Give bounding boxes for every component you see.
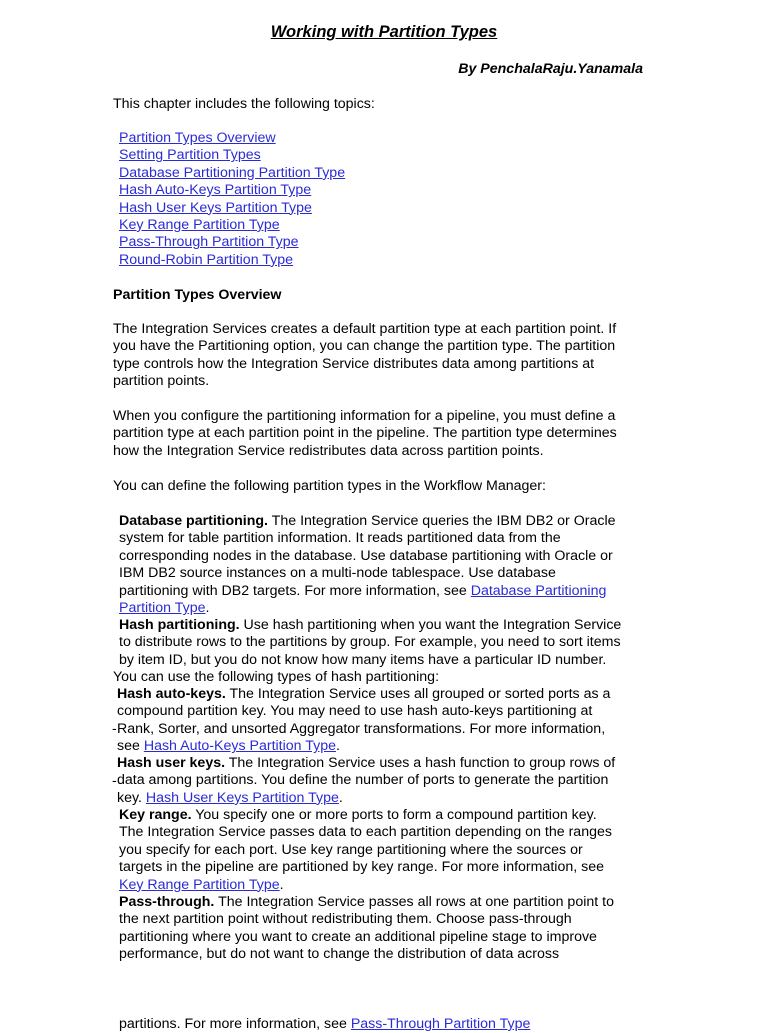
toc-link-hash-user-keys[interactable]: Hash User Keys Partition Type bbox=[119, 199, 312, 216]
toc-link-round-robin[interactable]: Round-Robin Partition Type bbox=[119, 251, 294, 268]
link-key-range[interactable]: Key Range Partition Type bbox=[119, 876, 280, 893]
link-hash-user-keys[interactable]: Hash User Keys Partition Type bbox=[145, 789, 339, 806]
toc-link-pass-through[interactable]: Pass-Through Partition Type bbox=[119, 234, 299, 251]
list-dash: - bbox=[112, 721, 117, 737]
hash-types-intro: You can use the following types of hash partitioning: bbox=[113, 669, 440, 685]
toc-link-key-range[interactable]: Key Range Partition Type bbox=[119, 216, 280, 233]
section-heading: Partition Types Overview bbox=[113, 287, 282, 303]
intro-text: This chapter includes the following topics: bbox=[113, 96, 375, 112]
toc-link-database-partitioning[interactable]: Database Partitioning Partition Type bbox=[119, 164, 346, 181]
paragraph-configure-partitioning: When you configure the partitioning information for a pipeline, you must define a partition type at each partition point in the pipeline. The partition type determines how the Integration Service redistributes data across partition points. bbox=[113, 408, 617, 459]
toc-link-hash-auto-keys[interactable]: Hash Auto-Keys Partition Type bbox=[119, 182, 312, 199]
toc-link-partition-types-overview[interactable]: Partition Types Overview bbox=[119, 130, 276, 146]
author-line: By PenchalaRaju.Yanamala bbox=[458, 61, 643, 77]
item-pass-through: Pass-through. The Integration Service passes all rows at one partition point to the next partition point without redistributing them. Choose pass-through partitioning where you want to create an additional pipeline stage to improve performance, but do not want to change the distribution of data across bbox=[119, 894, 614, 963]
item-hash-partitioning: Hash partitioning. Use hash partitioning when you want the Integration Service to distribute rows to the partitions by group. For example, you need to sort items by item ID, but you do not know how many items have a particular ID number. bbox=[119, 617, 622, 668]
paragraph-default-partition: The Integration Services creates a default partition type at each partition point. If you have the Partitioning option, you can change the partition type. The partition type controls how the Integration Service distributes data among partitions at partition points. bbox=[113, 321, 617, 390]
item-hash-auto-keys: Hash auto-keys. The Integration Service uses all grouped or sorted ports as a compound partition key. You may need to use hash auto-keys partitioning at Rank, Sorter, and unsorted Aggregator transformations. For more information, see Hash Auto-Keys Partition Type. bbox=[117, 686, 611, 755]
link-database-partitioning[interactable]: Database Partitioning bbox=[470, 582, 607, 599]
item-hash-user-keys: Hash user keys. The Integration Service uses a hash function to group rows of data among partitions. You define the number of ports to generate the partition key. Hash User Keys Partition Type. bbox=[117, 755, 616, 806]
link-pass-through[interactable]: Pass-Through Partition Type bbox=[350, 1016, 531, 1032]
item-key-range: Key range. You specify one or more ports to form a compound partition key. The Integration Service passes data to each partition depending on the ranges you specify for each port. Use key range partitioning where the sources or targets in the pipeline are partitioned by key range. For more information, see Key Range Partition Type. bbox=[119, 807, 612, 893]
toc-link-setting-partition-types[interactable]: Setting Partition Types bbox=[119, 147, 261, 164]
item-database-partitioning: Database partitioning. The Integration Service queries the IBM DB2 or Oracle system for table partition information. It reads partitioned data from the corresponding nodes in the database. Use database partitioning with Oracle or IBM DB2 source instances on a multi-node tablespace. Use database partitioning with DB2 targets. For more information, see Database Partitioning Partition Type. bbox=[119, 513, 616, 617]
link-hash-auto-keys[interactable]: Hash Auto-Keys Partition Type bbox=[143, 738, 336, 755]
table-of-contents bbox=[119, 130, 345, 269]
list-dash: - bbox=[112, 773, 117, 789]
link-database-partitioning-cont[interactable]: Partition Type bbox=[119, 600, 206, 617]
document-title: Working with Partition Types bbox=[270, 23, 498, 41]
item-pass-through-cut-line: partitions. For more information, see Pass-Through Partition Type bbox=[119, 1016, 531, 1032]
paragraph-partition-types-intro: You can define the following partition types in the Workflow Manager: bbox=[113, 478, 546, 494]
